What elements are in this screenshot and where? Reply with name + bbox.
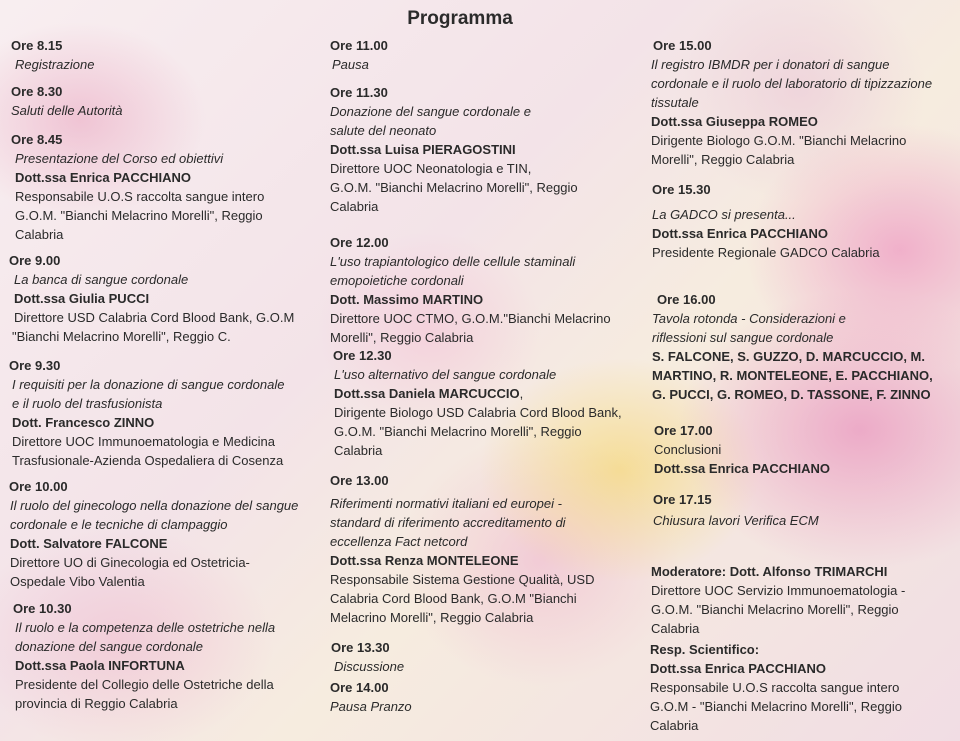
moderator-role: G.O.M. "Bianchi Melacrino Morelli", Reggio — [651, 602, 899, 617]
session-1500 — [651, 36, 932, 169]
speaker-role: Ospedale Vibo Valentia — [10, 574, 145, 589]
speaker-role: Responsabile Sistema Gestione Qualità, USD — [330, 572, 595, 587]
session-title: Il ruolo del ginecologo nella donazione del sangue — [10, 498, 299, 513]
session-900 — [9, 251, 294, 346]
session-time: Ore 15.30 — [652, 182, 711, 197]
speaker-role: G.O.M. "Bianchi Melacrino Morelli", Reggio — [334, 424, 582, 439]
session-815 — [11, 36, 95, 74]
session-1000 — [9, 477, 298, 591]
speaker-role: Direttore USD Calabria Cord Blood Bank, G.O.M — [14, 310, 295, 325]
speaker-role: Melacrino Morelli", Reggio Calabria — [330, 610, 534, 625]
speaker-role: provincia di Reggio Calabria — [15, 696, 178, 711]
session-time: Ore 8.15 — [11, 38, 63, 53]
session-time: Ore 10.00 — [9, 479, 68, 494]
session-930 — [9, 356, 284, 470]
session-title: Discussione — [334, 659, 405, 674]
session-title: L'uso trapiantologico delle cellule staminali — [330, 254, 576, 269]
session-1530 — [652, 180, 880, 262]
session-title: Pausa Pranzo — [330, 699, 412, 714]
session-time: Ore 15.00 — [653, 38, 712, 53]
session-time: Ore 9.30 — [9, 358, 61, 373]
session-title: cordonale e il ruolo del laboratorio di tipizzazione — [651, 76, 933, 91]
moderator-label: Moderatore: Dott. Alfonso TRIMARCHI — [651, 564, 888, 579]
speaker-role: Calabria — [334, 443, 383, 458]
session-title: Pausa — [332, 57, 369, 72]
session-title: cordonale e le tecniche di clampaggio — [10, 517, 228, 532]
session-title: e il ruolo del trasfusionista — [12, 396, 163, 411]
speaker-name: Dott.ssa Luisa PIERAGOSTINI — [330, 142, 516, 157]
panel-participants: G. PUCCI, G. ROMEO, D. TASSONE, F. ZINNO — [652, 387, 931, 402]
speaker-name: Dott.ssa Enrica PACCHIANO — [654, 461, 831, 476]
session-title: La banca di sangue cordonale — [14, 272, 189, 287]
scientific-lead — [650, 640, 902, 735]
session-time: Ore 17.00 — [654, 423, 713, 438]
session-title: Tavola rotonda - Considerazioni e — [652, 311, 846, 326]
session-title: eccellenza Fact netcord — [330, 534, 468, 549]
session-title: riflessioni sul sangue cordonale — [652, 330, 834, 345]
session-title: emopoietiche cordonali — [330, 273, 464, 288]
speaker-role: Direttore UOC CTMO, G.O.M."Bianchi Melacrino — [330, 311, 611, 326]
session-title: tissutale — [651, 95, 699, 110]
session-title: donazione del sangue cordonale — [15, 639, 203, 654]
session-1400 — [330, 678, 412, 716]
panel-participants: S. FALCONE, S. GUZZO, D. MARCUCCIO, M. — [652, 349, 925, 364]
session-1600 — [652, 290, 933, 404]
session-title: salute del neonato — [330, 123, 437, 138]
session-title: Presentazione del Corso ed obiettivi — [15, 151, 224, 166]
session-1230 — [333, 346, 622, 460]
speaker-role: Direttore UOC Neonatologia e TIN, — [330, 161, 532, 176]
speaker-role: Responsabile U.O.S raccolta sangue intero — [15, 189, 265, 204]
session-title: Il registro IBMDR per i donatori di sangue — [651, 57, 890, 72]
session-time: Ore 14.00 — [330, 680, 389, 695]
moderator-role: Calabria — [651, 621, 700, 636]
session-time: Ore 12.00 — [330, 235, 389, 250]
speaker-role: Dirigente Biologo G.O.M. "Bianchi Melacrino — [651, 133, 907, 148]
session-title: Conclusioni — [654, 442, 722, 457]
speaker-role: Morelli", Reggio Calabria — [651, 152, 795, 167]
speaker-role: Calabria — [15, 227, 64, 242]
page-title: Programma — [407, 8, 513, 29]
session-title: L'uso alternativo del sangue cordonale — [334, 367, 557, 382]
session-title: Il ruolo e la competenza delle ostetriche nella — [15, 620, 276, 635]
speaker-name: Dott.ssa Giulia PUCCI — [14, 291, 150, 306]
speaker-comma: , — [519, 386, 524, 401]
session-time: Ore 8.45 — [11, 132, 63, 147]
moderator — [651, 562, 905, 638]
session-1200 — [330, 233, 611, 347]
session-title: Chiusura lavori Verifica ECM — [653, 513, 819, 528]
session-time: Ore 11.30 — [330, 85, 388, 100]
session-1130 — [330, 83, 578, 216]
session-title: Riferimenti normativi italiani ed europei - — [330, 496, 562, 511]
speaker-role: Dirigente Biologo USD Calabria Cord Blood Bank, — [334, 405, 622, 420]
speaker-name: Dott.ssa Giuseppa ROMEO — [651, 114, 818, 129]
scientific-lead-label: Resp. Scientifico: — [650, 642, 760, 657]
session-time: Ore 10.30 — [13, 601, 72, 616]
speaker-role: Calabria — [330, 199, 379, 214]
speaker-role: G.O.M. "Bianchi Melacrino Morelli", Reggio — [330, 180, 578, 195]
session-830 — [11, 82, 123, 120]
speaker-role: Responsabile U.O.S raccolta sangue intero — [650, 680, 900, 695]
session-time: Ore 13.30 — [331, 640, 390, 655]
session-1700 — [654, 421, 830, 478]
session-1100 — [330, 36, 388, 74]
session-time: Ore 11.00 — [330, 38, 388, 53]
speaker-name: Dott.ssa Enrica PACCHIANO — [650, 661, 827, 676]
session-time: Ore 17.15 — [653, 492, 712, 507]
session-1715 — [653, 490, 819, 530]
speaker-role: Trasfusionale-Azienda Ospedaliera di Cosenza — [12, 453, 284, 468]
moderator-role: Direttore UOC Servizio Immunoematologia - — [651, 583, 906, 598]
session-title: Registrazione — [15, 57, 95, 72]
session-time: Ore 13.00 — [330, 473, 389, 488]
session-title: La GADCO si presenta... — [652, 207, 796, 222]
speaker-role: Direttore UOC Immunoematologia e Medicina — [12, 434, 275, 449]
speaker-role: Calabria — [650, 718, 699, 733]
session-845 — [11, 130, 264, 244]
speaker-name: Dott.ssa Enrica PACCHIANO — [15, 170, 192, 185]
speaker-role: Presidente Regionale GADCO Calabria — [652, 245, 880, 260]
speaker-name: Dott.ssa Daniela MARCUCCIO — [334, 386, 520, 401]
panel-participants: MARTINO, R. MONTELEONE, E. PACCHIANO, — [652, 368, 933, 383]
session-time: Ore 8.30 — [11, 84, 63, 99]
speaker-role: Presidente del Collegio delle Ostetriche della — [15, 677, 274, 692]
session-1330 — [331, 638, 404, 676]
session-time: Ore 12.30 — [333, 348, 392, 363]
session-time: Ore 16.00 — [657, 292, 716, 307]
session-1030 — [13, 599, 275, 713]
session-title: Donazione del sangue cordonale e — [330, 104, 531, 119]
speaker-role: G.O.M - "Bianchi Melacrino Morelli", Reggio — [650, 699, 902, 714]
session-title: Saluti delle Autorità — [11, 103, 123, 118]
session-title: I requisiti per la donazione di sangue cordonale — [12, 377, 285, 392]
session-time: Ore 9.00 — [9, 253, 61, 268]
speaker-role: G.O.M. "Bianchi Melacrino Morelli", Reggio — [15, 208, 263, 223]
speaker-name: Dott.ssa Paola INFORTUNA — [15, 658, 185, 673]
speaker-name: Dott. Massimo MARTINO — [330, 292, 484, 307]
speaker-name: Dott. Francesco ZINNO — [12, 415, 155, 430]
speaker-name: Dott.ssa Renza MONTELEONE — [330, 553, 519, 568]
speaker-role: Calabria Cord Blood Bank, G.O.M "Bianchi — [330, 591, 577, 606]
speaker-name: Dott. Salvatore FALCONE — [10, 536, 168, 551]
speaker-role: Direttore UO di Ginecologia ed Ostetricia- — [10, 555, 250, 570]
speaker-role: "Bianchi Melacrino Morelli", Reggio C. — [12, 329, 231, 344]
speaker-name: Dott.ssa Enrica PACCHIANO — [652, 226, 829, 241]
session-1300 — [330, 471, 594, 627]
speaker-role: Morelli", Reggio Calabria — [330, 330, 474, 345]
session-title: standard di riferimento accreditamento di — [330, 515, 566, 530]
